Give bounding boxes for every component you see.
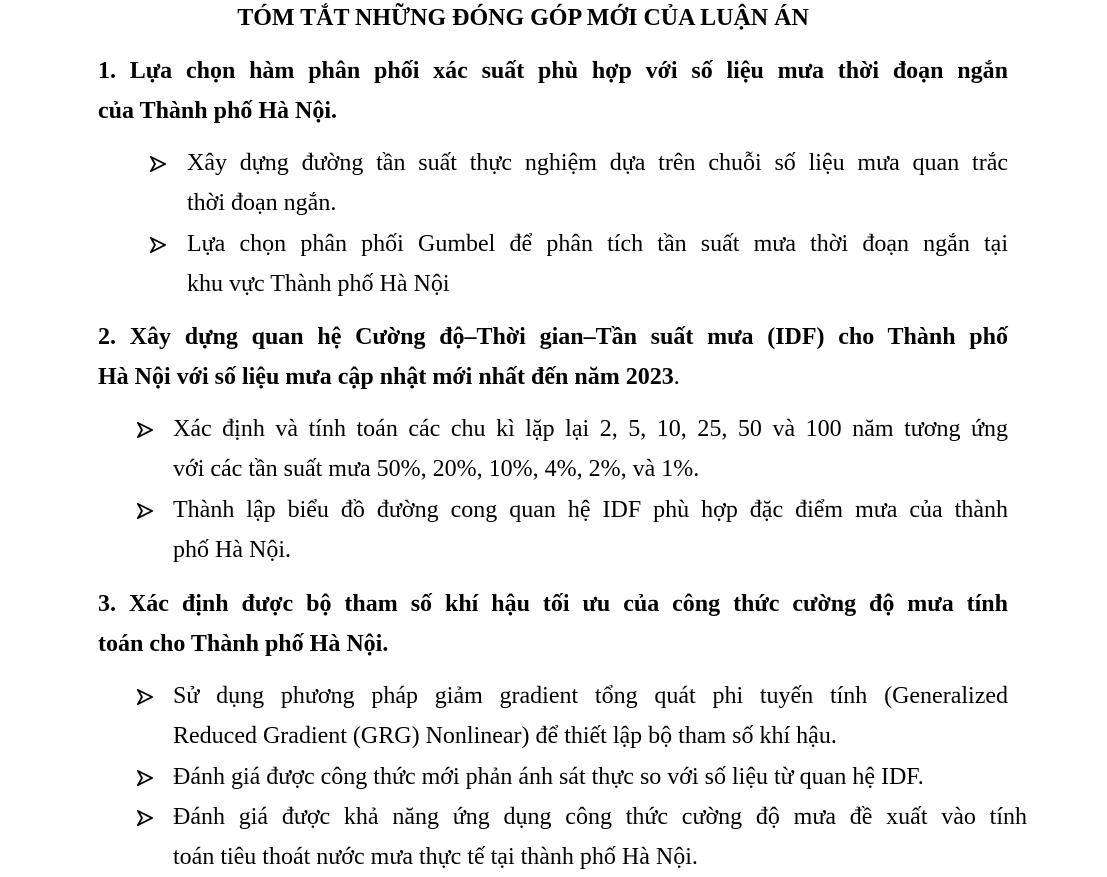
list-item-line1: Sử dụng phương pháp giảm gradient tổng quát phi tuyến tính (Generalized <box>173 683 1008 709</box>
list-item <box>150 224 1008 304</box>
list-item <box>137 676 1008 756</box>
section-3-heading-line2: toán cho Thành phố Hà Nội. <box>98 631 389 657</box>
list-item-line2: toán tiêu thoát nước mưa thực tế tại thành phố Hà Nội. <box>173 844 698 870</box>
list-item-line1: Lựa chọn phân phối Gumbel để phân tích tần suất mưa thời đoạn ngắn tại <box>187 231 1008 257</box>
list-item <box>137 797 1027 877</box>
arrowhead-bullet-icon <box>150 237 166 253</box>
section-3-heading-line1: 3. Xác định được bộ tham số khí hậu tối ưu của công thức cường độ mưa tính <box>98 591 1008 617</box>
list-item <box>137 490 1008 570</box>
section-1-heading-line2: của Thành phố Hà Nội. <box>98 98 337 124</box>
arrowhead-bullet-icon <box>137 810 153 826</box>
arrowhead-bullet-icon <box>137 770 153 786</box>
list-item-line2: phố Hà Nội. <box>173 537 291 563</box>
list-item-line2: khu vực Thành phố Hà Nội <box>187 271 450 297</box>
list-item-line1: Đánh giá được công thức mới phản ánh sát thực so với số liệu từ quan hệ IDF. <box>173 764 924 790</box>
list-item-line1: Đánh giá được khả năng ứng dụng công thức cường độ mưa đề xuất vào tính <box>173 804 1027 830</box>
section-2-heading <box>98 317 1008 397</box>
arrowhead-bullet-icon <box>150 156 166 172</box>
document-title: TÓM TẮT NHỮNG ĐÓNG GÓP MỚI CỦA LUẬN ÁN <box>237 5 809 31</box>
section-2-heading-line1: 2. Xây dựng quan hệ Cường độ–Thời gian–Tần suất mưa (IDF) cho Thành phố <box>98 324 1008 350</box>
list-item-line1: Xây dựng đường tần suất thực nghiệm dựa trên chuỗi số liệu mưa quan trắc <box>187 150 1008 176</box>
section-1-heading-line1: 1. Lựa chọn hàm phân phối xác suất phù hợp với số liệu mưa thời đoạn ngắn <box>98 58 1008 84</box>
list-item-line2: với các tần suất mưa 50%, 20%, 10%, 4%, 2%, và 1%. <box>173 456 700 482</box>
list-item <box>137 757 1037 797</box>
list-item <box>150 143 1008 223</box>
list-item-line1: Thành lập biểu đồ đường cong quan hệ IDF phù hợp đặc điểm mưa của thành <box>173 497 1008 523</box>
section-2-heading-line2-text: Hà Nội với số liệu mưa cập nhật mới nhất đến năm 2023 <box>98 364 674 390</box>
section-2-heading-line2-period: . <box>673 364 680 390</box>
arrowhead-bullet-icon <box>137 422 153 438</box>
list-item-line2: Reduced Gradient (GRG) Nonlinear) để thiết lập bộ tham số khí hậu. <box>173 723 837 749</box>
arrowhead-bullet-icon <box>137 689 153 705</box>
section-2-heading-line2 <box>98 357 1008 397</box>
section-1-heading <box>98 51 1008 131</box>
section-3-heading <box>98 584 1008 664</box>
arrowhead-bullet-icon <box>137 503 153 519</box>
list-item <box>137 409 1008 489</box>
list-item-line2: thời đoạn ngắn. <box>187 190 337 216</box>
list-item-line1: Xác định và tính toán các chu kì lặp lại 2, 5, 10, 25, 50 và 100 năm tương ứng <box>173 416 1008 442</box>
